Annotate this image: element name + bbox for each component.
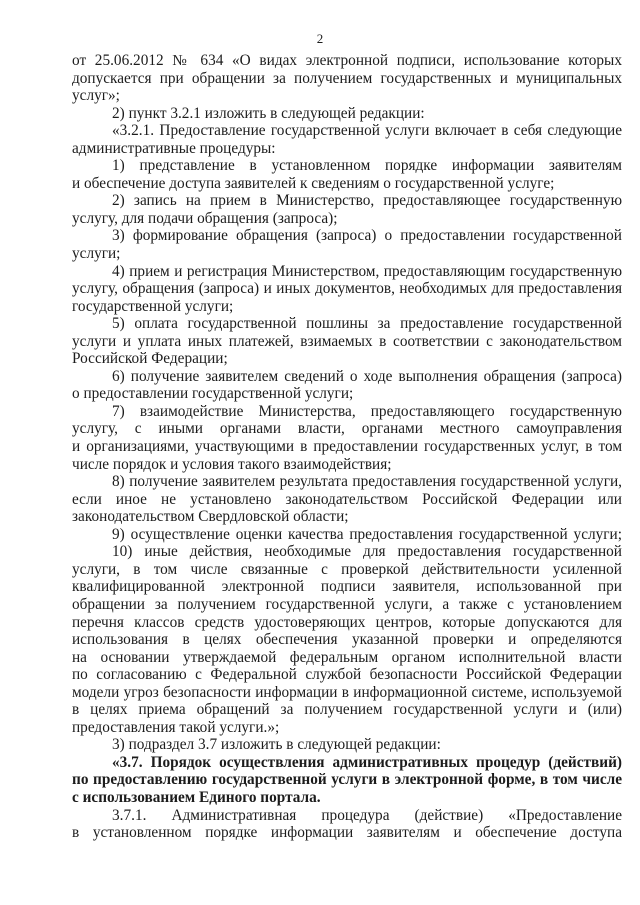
text-line: 2) пункт 3.2.1 изложить в следующей редакции: bbox=[112, 104, 425, 122]
text-line: 9) осуществление оценки качества предоставления государственной услуги; bbox=[112, 525, 622, 543]
text-line: по предоставлению государственной услуги в электронной форме, в том числе bbox=[72, 771, 622, 789]
text-line: «3.2.1. Предоставление государственной услуги включает в себя следующие bbox=[112, 122, 622, 140]
text-line: в целях приема обращений за получением государственной услуги и (или) bbox=[72, 701, 622, 719]
text-line: 10) иные действия, необходимые для предоставления государственной bbox=[112, 543, 622, 561]
page-number: 2 bbox=[316, 31, 324, 46]
text-line: 2) запись на прием в Министерство, предоставляющее государственную bbox=[112, 192, 622, 210]
document-body bbox=[72, 52, 622, 842]
text-line: использования в целях обеспечения указанной проверки и определяются bbox=[72, 631, 622, 649]
text-line: услугу, с иными органами власти, органами местного самоуправления bbox=[72, 420, 622, 438]
text-line: и обеспечение доступа заявителей к сведениям о государственной услуге; bbox=[72, 174, 555, 192]
text-line: если иное не установлено законодательством Российской Федерации или bbox=[72, 490, 622, 508]
text-line: услуг»; bbox=[72, 87, 120, 105]
text-line: законодательством Свердловской области; bbox=[72, 508, 349, 526]
text-line: 3) формирование обращения (запроса) о предоставлении государственной bbox=[112, 227, 622, 245]
text-line: квалифицированной электронной подписи заявителя, использованной при bbox=[72, 578, 622, 596]
text-line: предоставления такой услуги.»; bbox=[72, 718, 280, 736]
text-line: 3.7.1. Административная процедура (действие) «Предоставление bbox=[112, 806, 622, 824]
text-line: 4) прием и регистрация Министерством, предоставляющим государственную bbox=[112, 262, 622, 280]
text-line: 3) подраздел 3.7 изложить в следующей редакции: bbox=[112, 736, 441, 754]
text-line: 6) получение заявителем сведений о ходе выполнения обращения (запроса) bbox=[112, 367, 622, 385]
text-line: и организациями, участвующими в предоставлении государственных услуг, в том bbox=[72, 438, 622, 456]
text-line: услуги, в том числе связанные с проверкой действительности усиленной bbox=[72, 560, 622, 578]
text-line: о предоставлении государственной услуги; bbox=[72, 385, 354, 403]
text-line: услугу, обращения (запроса) и иных документов, необходимых для предоставления bbox=[72, 280, 622, 298]
text-line: в установленном порядке информации заявителям и обеспечение доступа bbox=[72, 824, 622, 842]
text-line: 8) получение заявителем результата предоставления государственной услуги, bbox=[112, 473, 622, 491]
text-line: 1) представление в установленном порядке информации заявителям bbox=[112, 157, 622, 175]
text-line: услугу, для подачи обращения (запроса); bbox=[72, 209, 338, 227]
text-line: перечня классов средств удостоверяющих центров, которые допускаются для bbox=[72, 613, 622, 631]
text-line: 7) взаимодействие Министерства, предоставляющего государственную bbox=[112, 402, 622, 420]
text-line: на основании утверждаемой федеральным органом исполнительной власти bbox=[72, 648, 622, 666]
text-line: административные процедуры: bbox=[72, 139, 276, 157]
text-line: допускается при обращении за получением государственных и муниципальных bbox=[72, 69, 622, 87]
text-line: по согласованию с Федеральной службой безопасности Российской Федерации bbox=[72, 666, 622, 684]
text-line: числе порядок и условия такого взаимодействия; bbox=[72, 455, 392, 473]
text-line: «3.7. Порядок осуществления административных процедур (действий) bbox=[112, 753, 622, 771]
text-line: 5) оплата государственной пошлины за предоставление государственной bbox=[112, 315, 622, 333]
text-line: модели угроз безопасности информации в информационной системе, используемой bbox=[72, 683, 622, 701]
text-line: государственной услуги; bbox=[72, 297, 234, 315]
text-line: от 25.06.2012 № 634 «О видах электронной подписи, использование которых bbox=[72, 52, 622, 69]
text-line: услуги; bbox=[72, 245, 121, 263]
text-line: обращении за получением государственной услуги, а также с установлением bbox=[72, 595, 622, 613]
text-line: с использованием Единого портала. bbox=[72, 788, 321, 806]
text-line: Российской Федерации; bbox=[72, 350, 228, 368]
text-line: услуги и уплата иных платежей, взимаемых в соответствии с законодательством bbox=[72, 332, 622, 350]
